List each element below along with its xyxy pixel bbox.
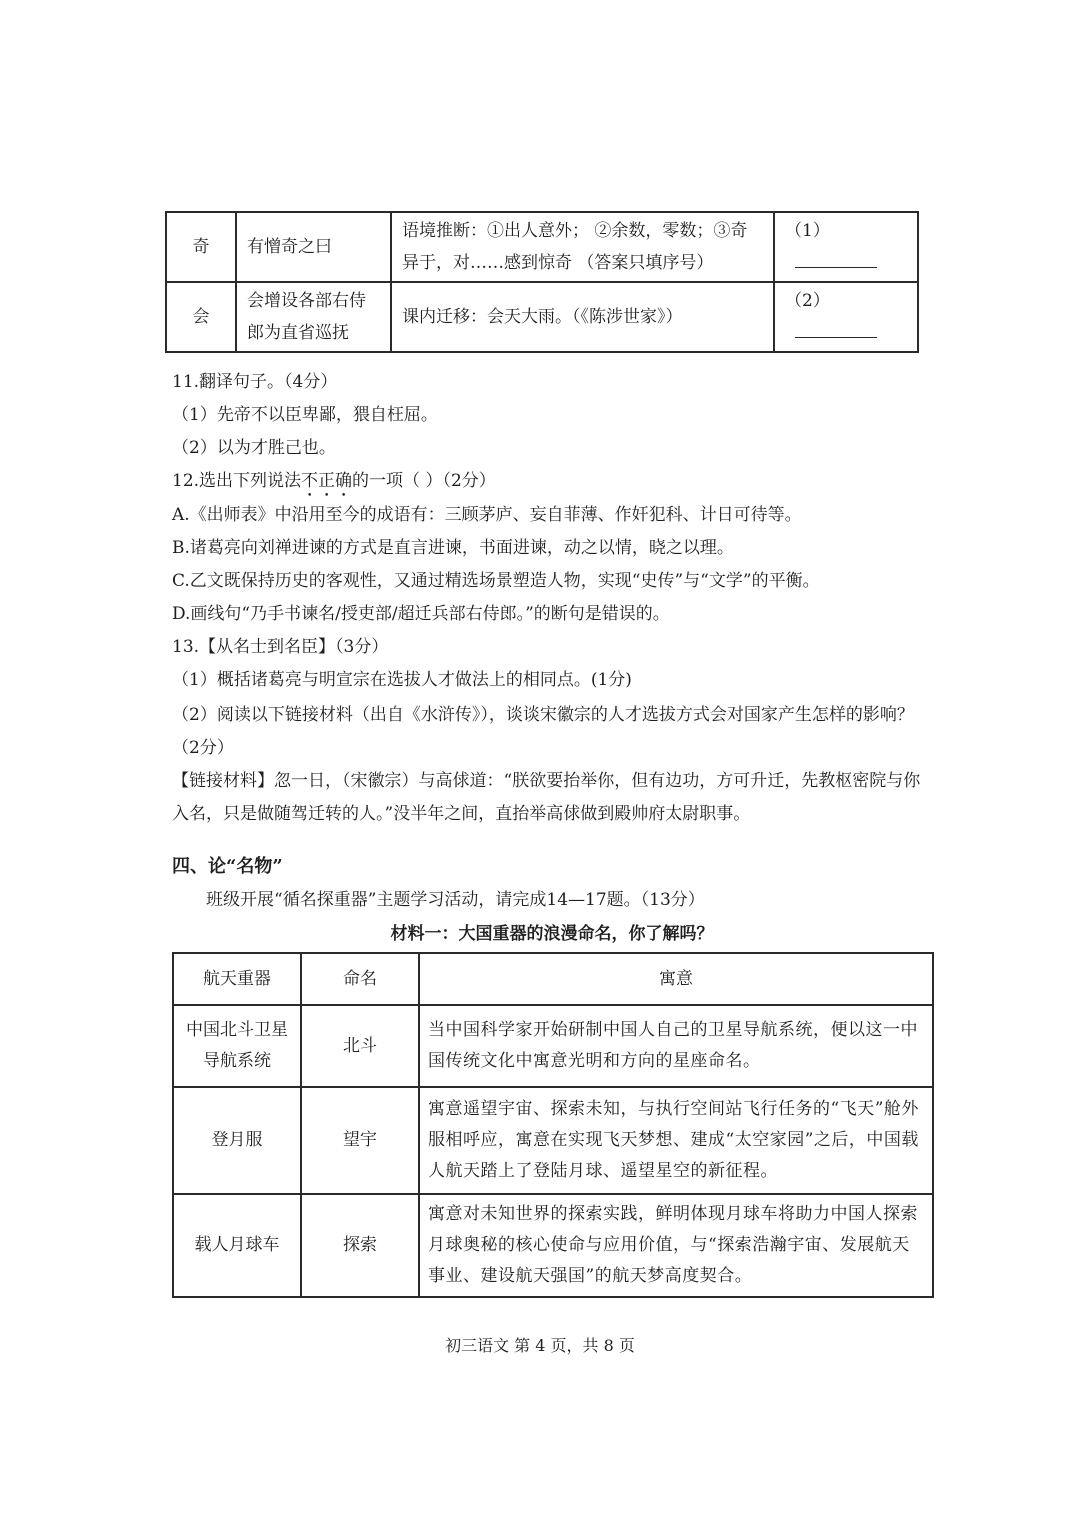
- word-cell: 奇: [166, 212, 236, 282]
- name-cell: 望宇: [301, 1087, 419, 1194]
- q13-part-1: （1）概括诸葛亮与明宣宗在选拔人才做法上的相同点。(1分): [172, 670, 632, 690]
- table-row: [166, 212, 918, 282]
- answer-label: （2）: [785, 291, 830, 311]
- table-row: [173, 1194, 933, 1297]
- material-table: [172, 952, 934, 1298]
- q11-title: 11.翻译句子。（4分）: [172, 372, 338, 392]
- q11-sentence-2: （2）以为才胜己也。: [172, 438, 336, 458]
- item-cell: 登月服: [173, 1087, 301, 1194]
- header-name: 命名: [301, 953, 419, 1005]
- example-cell: 有憎奇之曰: [236, 212, 391, 282]
- table-row: [166, 282, 918, 352]
- section-heading: 四、论“名物”: [172, 856, 283, 877]
- answer-cell[interactable]: [774, 212, 918, 282]
- table-header-row: [173, 953, 933, 1005]
- q13-part-2: （2）阅读以下链接材料（出自《水浒传》），谈谈宋徽宗的人才选拔方式会对国家产生怎样的影响？（2分）: [172, 705, 914, 758]
- page-footer: 初三语文 第 4 页，共 8 页: [445, 1336, 635, 1355]
- meaning-cell: 当中国科学家开始研制中国人自己的卫星导航系统，便以这一中国传统文化中寓意光明和方向的星座命名。: [419, 1005, 933, 1087]
- q12-option-d: D.画线句“乃手书谏名/授吏部/超迁兵部右侍郎。”的断句是错误的。: [172, 604, 670, 624]
- section-intro: 班级开展“循名探重器”主题学习活动，请完成14—17题。（13分）: [206, 890, 705, 910]
- q12-title: 12.选出下列说法不正确的一项（ ）（2分）: [172, 471, 496, 491]
- example-cell: 会增设各部右侍郎为直省巡抚: [236, 282, 391, 352]
- q12-option-c: C.乙文既保持历史的客观性，又通过精选场景塑造人物，实现“史传”与“文学”的平衡。: [172, 571, 820, 591]
- header-meaning: 寓意: [419, 953, 933, 1005]
- meaning-cell: 寓意遥望宇宙、探索未知，与执行空间站飞行任务的“飞天”舱外服相呼应，寓意在实现飞天梦想、建成“太空家园”之后，中国载人航天踏上了登陆月球、遥望星空的新征程。: [419, 1087, 933, 1194]
- table-row: [173, 1087, 933, 1194]
- answer-cell[interactable]: [774, 282, 918, 352]
- emphasis-dots: 不正确: [301, 471, 353, 491]
- material-title: 材料一：大国重器的浪漫命名，你了解吗？: [390, 924, 714, 944]
- item-cell: 载人月球车: [173, 1194, 301, 1297]
- q13-title: 13.【从名士到名臣】（3分）: [172, 637, 389, 657]
- method-cell: 语境推断：①出人意外； ②余数，零数；③奇异于，对……感到惊奇 （答案只填序号）: [391, 212, 774, 282]
- answer-blank[interactable]: [795, 251, 877, 268]
- method-cell: 课内迁移：会天大雨。（《陈涉世家》）: [391, 282, 774, 352]
- item-cell: 中国北斗卫星导航系统: [173, 1005, 301, 1087]
- answer-label: （1）: [785, 221, 830, 241]
- word-meaning-table: [165, 211, 919, 353]
- name-cell: 探索: [301, 1194, 419, 1297]
- q11-sentence-1: （1）先帝不以臣卑鄙，猥自枉屈。: [172, 405, 438, 425]
- table-row: [173, 1005, 933, 1087]
- q12-option-b: B.诸葛亮向刘禅进谏的方式是直言进谏，书面进谏，动之以情，晓之以理。: [172, 538, 734, 558]
- meaning-cell: 寓意对未知世界的探索实践，鲜明体现月球车将助力中国人探索月球奥秘的核心使命与应用价值，与“探索浩瀚宇宙、发展航天事业、建设航天强国”的航天梦高度契合。: [419, 1194, 933, 1297]
- header-item: 航天重器: [173, 953, 301, 1005]
- q12-option-a: A.《出师表》中沿用至今的成语有：三顾茅庐、妄自菲薄、作奸犯科、计日可待等。: [172, 505, 802, 525]
- word-cell: 会: [166, 282, 236, 352]
- link-material: 【链接材料】忽一日，（宋徽宗）与高俅道：“朕欲要抬举你，但有边功，方可升迁，先教枢密院与你入名，只是做随驾迁转的人。”没半年之间，直抬举高俅做到殿帅府太尉职事。: [172, 771, 921, 824]
- answer-blank[interactable]: [795, 321, 877, 338]
- name-cell: 北斗: [301, 1005, 419, 1087]
